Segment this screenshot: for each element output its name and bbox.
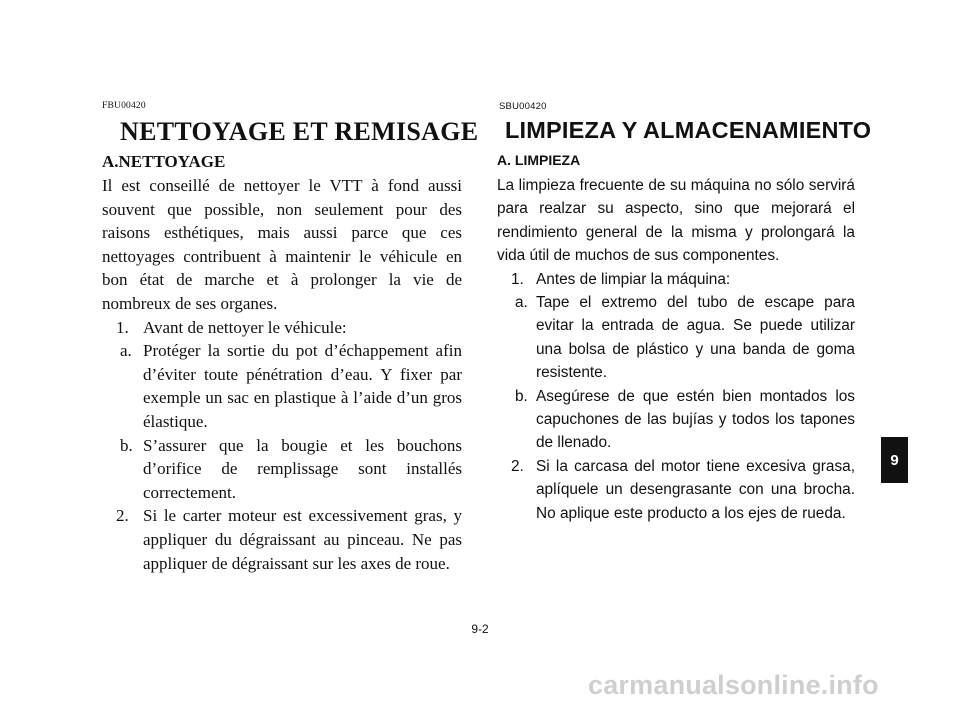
french-step-2-marker: 2. bbox=[116, 506, 129, 526]
spanish-step-2-text: Si la carcasa del motor tiene excesiva grasa, aplíquele un desengrasante con una brocha. No aplique este producto a los ejes de rueda. bbox=[536, 457, 855, 522]
spanish-step-1a-marker: a. bbox=[515, 294, 528, 312]
spanish-step-1b-text: Asegúrese de que estén bien montados los capuchones de las bujías y todos los tapones de llenado. bbox=[536, 387, 855, 452]
spanish-step-1a-text: Tape el extremo del tubo de escape para evitar la entrada de agua. Se puede utilizar una bolsa de plástico y una banda de goma resistente. bbox=[536, 294, 855, 382]
spanish-title: LIMPIEZA Y ALMACENAMIENTO bbox=[505, 117, 872, 143]
french-step-2-text: Si le carter moteur est excessivement gras, y appliquer du dégraissant au pinceau. Ne pas appliquer de dégraissant sur les axes de roue. bbox=[143, 506, 462, 573]
french-step-1a-marker: a. bbox=[120, 341, 132, 361]
french-step-1-text: Avant de nettoyer le véhicule: bbox=[143, 317, 347, 337]
french-step-1a-text: Protéger la sortie du pot d’échappement afin d’éviter toute pénétration d’eau. Y fixer par exemple un sac en plastique à l’aide d’un gros élastique. bbox=[143, 341, 462, 431]
spanish-section-code: SBU00420 bbox=[499, 101, 547, 112]
page-number: 9-2 bbox=[471, 622, 489, 636]
watermark: carmanualsonline.info bbox=[588, 670, 879, 700]
spanish-step-2-marker: 2. bbox=[511, 457, 524, 475]
spanish-step-1-marker: 1. bbox=[511, 270, 524, 288]
french-step-1 bbox=[102, 316, 462, 340]
spanish-step-1b bbox=[497, 385, 855, 455]
french-step-1b bbox=[102, 434, 462, 505]
spanish-step-1b-marker: b. bbox=[515, 387, 528, 405]
french-step-2 bbox=[102, 504, 462, 575]
french-body bbox=[102, 174, 462, 575]
french-section-code: FBU00420 bbox=[102, 101, 146, 111]
spanish-step-1 bbox=[497, 268, 855, 291]
spanish-step-1-text: Antes de limpiar la máquina: bbox=[536, 270, 731, 288]
french-step-1-marker: 1. bbox=[116, 317, 129, 337]
spanish-intro: La limpieza frecuente de su máquina no sólo servirá para realzar su aspecto, sino que mejorará el rendimiento general de la misma y prolongará la vida útil de muchos de sus componentes. bbox=[497, 177, 855, 265]
spanish-step-1a bbox=[497, 291, 855, 385]
french-title: NETTOYAGE ET REMISAGE bbox=[120, 117, 479, 146]
chapter-tab: 9 bbox=[881, 437, 908, 483]
french-subheading: A.NETTOYAGE bbox=[102, 152, 226, 171]
french-step-1b-text: S’assurer que la bougie et les bouchons d’orifice de remplissage sont installés correctement. bbox=[143, 435, 462, 502]
spanish-subheading: A. LIMPIEZA bbox=[497, 152, 581, 168]
french-step-1a bbox=[102, 339, 462, 433]
spanish-step-2 bbox=[497, 455, 855, 525]
french-step-1b-marker: b. bbox=[120, 435, 133, 455]
french-intro: Il est conseillé de nettoyer le VTT à fond aussi souvent que possible, non seulement pour des raisons esthétiques, mais aussi parce que ces nettoyages contribuent à maintenir le véhicule en bon état de marche et à prolonger la vie de nombreux de ses organes. bbox=[102, 176, 462, 313]
spanish-body bbox=[497, 174, 855, 525]
